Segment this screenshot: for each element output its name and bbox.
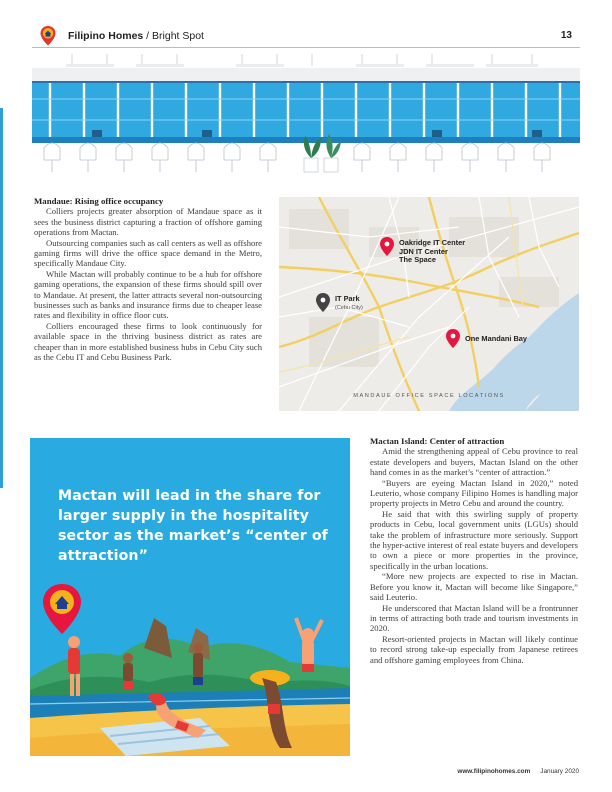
page-number: 13 xyxy=(560,30,572,41)
mandaue-office-map xyxy=(279,197,579,411)
mactan-paragraph: Resort-oriented projects in Mactan will likely continue to record strong take-up especially from Japanese retirees and offshore gaming employees from China. xyxy=(370,633,578,665)
header-divider xyxy=(32,47,580,48)
page-edge-accent xyxy=(0,108,3,488)
pull-quote-panel xyxy=(30,438,350,756)
publication-brand: Filipino Homes / Bright Spot xyxy=(68,30,204,42)
map-label-one-mandani-bay: One Mandani Bay xyxy=(465,334,528,343)
pull-quote: Mactan will lead in the share for larger supply in the hospitality sector as the market’s “center of attraction” xyxy=(58,488,328,564)
mactan-paragraph: “Buyers are eyeing Mactan Island in 2020,” noted Leuterio, whose company Filipino Homes is handling major property projects in Metro Cebu and around the country. xyxy=(370,477,578,509)
map-graphic xyxy=(279,197,579,411)
page-header xyxy=(32,26,580,48)
mandaue-paragraph: Colliers projects greater absorption of Mandaue space as it sees the business district capturing a fraction of offshore gaming operations from Mactan. xyxy=(34,206,262,238)
mactan-heading: Mactan Island: Center of attraction xyxy=(370,436,505,446)
mactan-paragraph: He said that with this swirling supply of property products in Cebu, local government units (LGUs) should take the problem of infrastructure more seriously. Support the hyper-active interest of real estate buyers and developers to own a piece or more properties in the province, specifically in the urban locations. xyxy=(370,508,578,571)
map-caption: MANDAUE OFFICE SPACE LOCATIONS xyxy=(353,393,505,399)
footer-url[interactable]: www.filipinohomes.com xyxy=(457,768,531,775)
house-pin-icon xyxy=(40,26,56,46)
map-label-oakridge: Oakridge IT Center JDN IT Center The Space xyxy=(399,238,466,265)
beach-resort-illustration xyxy=(30,578,350,756)
map-label-it-park: IT Park (Cebu City) xyxy=(335,294,363,311)
mandaue-heading: Mandaue: Rising office occupancy xyxy=(34,196,164,206)
footer-date: January 2020 xyxy=(540,768,579,775)
mactan-paragraph: “More new projects are expected to rise in Mactan. Before you know it, Mactan will become like Singapore,” said Leuterio. xyxy=(370,571,578,603)
mactan-paragraph: He underscored that Mactan Island will be a frontrunner in terms of attracting both trade and tourism investments in 2020. xyxy=(370,602,578,634)
mactan-paragraph: Amid the strengthening appeal of Cebu province to real estate developers and buyers, Mactan Island on the other hand comes in as the market’s “center of attraction.” xyxy=(370,446,578,478)
mandaue-paragraph: Colliers encouraged these firms to look continuously for available space in the thriving business district as rates are cheaper than in more established business hubs in Cebu City such as the Cebu IT and Cebu Business Park. xyxy=(34,320,262,363)
mactan-article xyxy=(370,436,578,665)
office-workspace-illustration xyxy=(32,54,580,182)
mandaue-paragraph: Outsourcing companies such as call centers as well as offshore gaming firms will drive the office space demand in the Metro, specifically Mandaue City. xyxy=(34,237,262,269)
mandaue-article xyxy=(34,196,262,363)
mandaue-paragraph: While Mactan will probably continue to be a hub for offshore gaming operations, the expansion of these firms should spill over to Mandaue. At present, the latter attracts several non-outsourcing businesses such as banks and insurance firms due to cheaper lease rates and flexibility in office floor cuts. xyxy=(34,268,262,321)
page-footer xyxy=(457,768,579,775)
